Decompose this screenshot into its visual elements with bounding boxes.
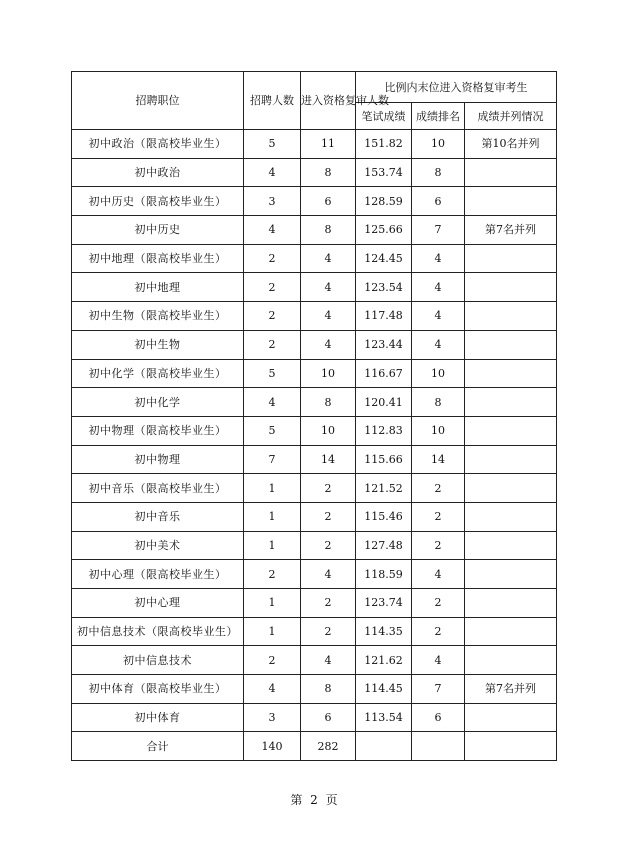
cell-tie xyxy=(465,646,557,675)
cell-position: 初中地理（限高校毕业生） xyxy=(72,244,244,273)
cell-review: 4 xyxy=(301,302,356,331)
cell-recruit: 2 xyxy=(244,244,301,273)
cell-score: 124.45 xyxy=(356,244,412,273)
cell-score: 123.44 xyxy=(356,330,412,359)
cell-review: 4 xyxy=(301,244,356,273)
cell-position: 初中体育（限高校毕业生） xyxy=(72,675,244,704)
cell-position: 初中历史 xyxy=(72,216,244,245)
cell-score: 112.83 xyxy=(356,416,412,445)
cell-tie xyxy=(465,302,557,331)
cell-score: 117.48 xyxy=(356,302,412,331)
table-row xyxy=(72,359,557,388)
cell-position: 初中历史（限高校毕业生） xyxy=(72,187,244,216)
cell-tie xyxy=(465,502,557,531)
header-score: 笔试成绩 xyxy=(356,103,412,130)
total-label: 合计 xyxy=(72,732,244,761)
cell-score: 151.82 xyxy=(356,130,412,159)
total-tie xyxy=(465,732,557,761)
cell-recruit: 3 xyxy=(244,703,301,732)
cell-tie xyxy=(465,416,557,445)
cell-recruit: 1 xyxy=(244,502,301,531)
cell-rank: 4 xyxy=(412,330,465,359)
cell-position: 初中政治 xyxy=(72,158,244,187)
cell-review: 8 xyxy=(301,158,356,187)
cell-review: 4 xyxy=(301,273,356,302)
cell-position: 初中心理 xyxy=(72,589,244,618)
cell-review: 6 xyxy=(301,703,356,732)
cell-tie xyxy=(465,474,557,503)
cell-tie xyxy=(465,388,557,417)
cell-position: 初中体育 xyxy=(72,703,244,732)
cell-rank: 4 xyxy=(412,646,465,675)
cell-position: 初中生物 xyxy=(72,330,244,359)
cell-review: 11 xyxy=(301,130,356,159)
cell-review: 2 xyxy=(301,531,356,560)
cell-tie xyxy=(465,531,557,560)
cell-recruit: 4 xyxy=(244,388,301,417)
cell-tie xyxy=(465,244,557,273)
cell-rank: 4 xyxy=(412,273,465,302)
header-review: 进入资格复审人数 xyxy=(301,72,356,130)
table-row xyxy=(72,187,557,216)
cell-score: 113.54 xyxy=(356,703,412,732)
cell-review: 10 xyxy=(301,416,356,445)
cell-score: 123.54 xyxy=(356,273,412,302)
cell-rank: 2 xyxy=(412,617,465,646)
cell-review: 6 xyxy=(301,187,356,216)
cell-tie xyxy=(465,617,557,646)
header-position: 招聘职位 xyxy=(72,72,244,130)
cell-position: 初中物理 xyxy=(72,445,244,474)
cell-tie xyxy=(465,589,557,618)
table-row xyxy=(72,244,557,273)
header-recruit: 招聘人数 xyxy=(244,72,301,130)
cell-score: 115.66 xyxy=(356,445,412,474)
cell-position: 初中物理（限高校毕业生） xyxy=(72,416,244,445)
cell-position: 初中生物（限高校毕业生） xyxy=(72,302,244,331)
table-row xyxy=(72,531,557,560)
cell-score: 128.59 xyxy=(356,187,412,216)
cell-position: 初中化学（限高校毕业生） xyxy=(72,359,244,388)
cell-rank: 14 xyxy=(412,445,465,474)
cell-recruit: 2 xyxy=(244,273,301,302)
cell-rank: 7 xyxy=(412,216,465,245)
cell-review: 2 xyxy=(301,589,356,618)
table-row xyxy=(72,675,557,704)
cell-recruit: 1 xyxy=(244,531,301,560)
table-row xyxy=(72,646,557,675)
table-body xyxy=(72,72,557,761)
table-row xyxy=(72,273,557,302)
cell-recruit: 2 xyxy=(244,330,301,359)
cell-review: 4 xyxy=(301,330,356,359)
cell-position: 初中心理（限高校毕业生） xyxy=(72,560,244,589)
page-number: 第 2 页 xyxy=(290,793,340,807)
cell-recruit: 5 xyxy=(244,359,301,388)
table-row xyxy=(72,703,557,732)
cell-position: 初中地理 xyxy=(72,273,244,302)
cell-score: 153.74 xyxy=(356,158,412,187)
cell-score: 114.35 xyxy=(356,617,412,646)
cell-tie xyxy=(465,445,557,474)
cell-rank: 4 xyxy=(412,560,465,589)
cell-recruit: 2 xyxy=(244,646,301,675)
cell-review: 14 xyxy=(301,445,356,474)
cell-rank: 6 xyxy=(412,703,465,732)
cell-rank: 8 xyxy=(412,158,465,187)
cell-rank: 2 xyxy=(412,531,465,560)
cell-tie: 第10名并列 xyxy=(465,130,557,159)
cell-tie xyxy=(465,330,557,359)
table-row xyxy=(72,158,557,187)
cell-position: 初中音乐（限高校毕业生） xyxy=(72,474,244,503)
cell-position: 初中政治（限高校毕业生） xyxy=(72,130,244,159)
cell-rank: 7 xyxy=(412,675,465,704)
cell-recruit: 1 xyxy=(244,474,301,503)
cell-tie xyxy=(465,560,557,589)
header-tie: 成绩并列情况 xyxy=(465,103,557,130)
cell-tie xyxy=(465,273,557,302)
total-row xyxy=(72,732,557,761)
cell-review: 4 xyxy=(301,560,356,589)
cell-score: 121.52 xyxy=(356,474,412,503)
cell-recruit: 2 xyxy=(244,560,301,589)
table-row xyxy=(72,589,557,618)
cell-rank: 10 xyxy=(412,416,465,445)
cell-review: 8 xyxy=(301,675,356,704)
cell-review: 8 xyxy=(301,216,356,245)
table-row xyxy=(72,416,557,445)
cell-review: 2 xyxy=(301,502,356,531)
header-row xyxy=(72,72,557,103)
cell-position: 初中信息技术（限高校毕业生） xyxy=(72,617,244,646)
cell-recruit: 4 xyxy=(244,675,301,704)
total-review: 282 xyxy=(301,732,356,761)
cell-review: 2 xyxy=(301,617,356,646)
cell-recruit: 1 xyxy=(244,617,301,646)
cell-recruit: 5 xyxy=(244,416,301,445)
cell-position: 初中化学 xyxy=(72,388,244,417)
total-score xyxy=(356,732,412,761)
cell-recruit: 3 xyxy=(244,187,301,216)
cell-review: 10 xyxy=(301,359,356,388)
cell-score: 123.74 xyxy=(356,589,412,618)
table-row xyxy=(72,617,557,646)
cell-score: 121.62 xyxy=(356,646,412,675)
header-group: 比例内末位进入资格复审考生 xyxy=(356,72,557,103)
cell-review: 2 xyxy=(301,474,356,503)
cell-position: 初中美术 xyxy=(72,531,244,560)
cell-recruit: 5 xyxy=(244,130,301,159)
table-row xyxy=(72,302,557,331)
cell-position: 初中信息技术 xyxy=(72,646,244,675)
cell-tie xyxy=(465,703,557,732)
table-row xyxy=(72,388,557,417)
table-row xyxy=(72,474,557,503)
cell-recruit: 2 xyxy=(244,302,301,331)
cell-tie: 第7名并列 xyxy=(465,216,557,245)
cell-rank: 2 xyxy=(412,502,465,531)
total-recruit: 140 xyxy=(244,732,301,761)
cell-recruit: 4 xyxy=(244,158,301,187)
cell-recruit: 7 xyxy=(244,445,301,474)
cell-position: 初中音乐 xyxy=(72,502,244,531)
cell-recruit: 1 xyxy=(244,589,301,618)
table-row xyxy=(72,445,557,474)
table-row xyxy=(72,216,557,245)
cell-rank: 6 xyxy=(412,187,465,216)
cell-rank: 4 xyxy=(412,302,465,331)
cell-tie xyxy=(465,187,557,216)
cell-score: 118.59 xyxy=(356,560,412,589)
cell-recruit: 4 xyxy=(244,216,301,245)
cell-tie xyxy=(465,359,557,388)
cell-rank: 4 xyxy=(412,244,465,273)
cell-score: 125.66 xyxy=(356,216,412,245)
cell-rank: 2 xyxy=(412,589,465,618)
cell-score: 115.46 xyxy=(356,502,412,531)
cell-score: 116.67 xyxy=(356,359,412,388)
cell-rank: 10 xyxy=(412,130,465,159)
results-table xyxy=(71,71,557,761)
table-row xyxy=(72,330,557,359)
cell-score: 120.41 xyxy=(356,388,412,417)
cell-rank: 2 xyxy=(412,474,465,503)
cell-review: 4 xyxy=(301,646,356,675)
table-row xyxy=(72,560,557,589)
total-rank xyxy=(412,732,465,761)
cell-tie: 第7名并列 xyxy=(465,675,557,704)
cell-score: 114.45 xyxy=(356,675,412,704)
cell-rank: 8 xyxy=(412,388,465,417)
header-rank: 成绩排名 xyxy=(412,103,465,130)
cell-review: 8 xyxy=(301,388,356,417)
table-row xyxy=(72,502,557,531)
cell-tie xyxy=(465,158,557,187)
cell-score: 127.48 xyxy=(356,531,412,560)
table-row xyxy=(72,130,557,159)
cell-rank: 10 xyxy=(412,359,465,388)
